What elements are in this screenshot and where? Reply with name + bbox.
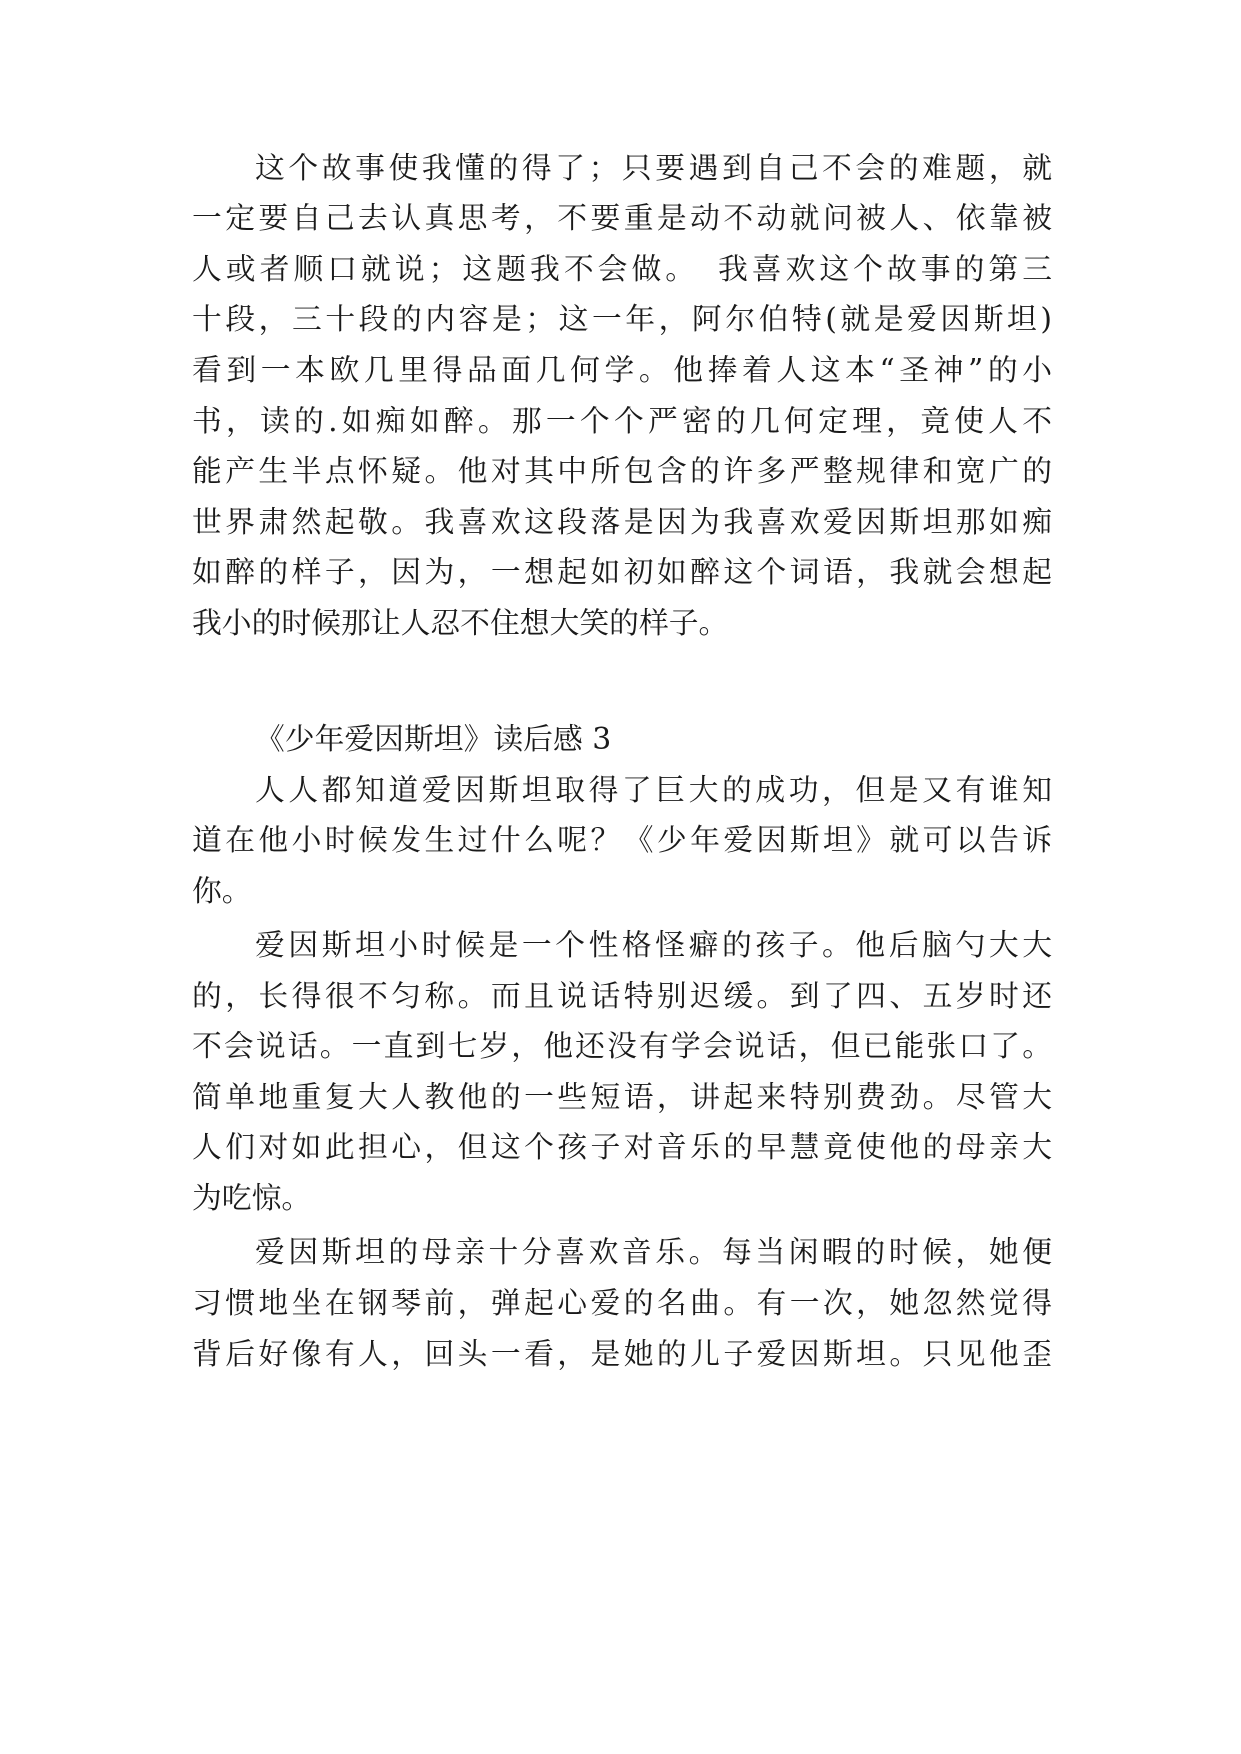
paragraph-line: 简单地重复大人教他的一些短语，讲起来特别费劲。尽管大 <box>192 1080 1052 1115</box>
paragraph-line: 如醉的样子，因为，一想起如初如醉这个词语，我就会想起 <box>192 555 1052 590</box>
paragraph-line: 世界肃然起敬。我喜欢这段落是因为我喜欢爱因斯坦那如痴 <box>192 505 1052 540</box>
paragraph-line: 十段，三十段的内容是；这一年，阿尔伯特(就是爱因斯坦) <box>192 302 1052 337</box>
paragraph-line: 道在他小时候发生过什么呢？《少年爱因斯坦》就可以告诉 <box>192 823 1052 858</box>
paragraph-line: 我小的时候那让人忍不住想大笑的样子。 <box>192 606 729 641</box>
paragraph-line: 为吃惊。 <box>192 1181 312 1216</box>
paragraph-line: 看到一本欧几里得品面几何学。他捧着人这本“圣神”的小 <box>192 353 1052 388</box>
paragraph-line: 能产生半点怀疑。他对其中所包含的许多严整规律和宽广的 <box>192 454 1052 489</box>
paragraph-line: 书，读的.如痴如醉。那一个个严密的几何定理，竟使人不 <box>192 404 1052 439</box>
paragraph-line: 人人都知道爱因斯坦取得了巨大的成功，但是又有谁知 <box>255 773 1052 808</box>
section-heading: 《少年爱因斯坦》读后感 3 <box>255 722 612 757</box>
paragraph-line: 这个故事使我懂的得了；只要遇到自己不会的难题，就 <box>255 151 1052 186</box>
paragraph-line: 背后好像有人，回头一看，是她的儿子爱因斯坦。只见他歪 <box>192 1337 1052 1372</box>
paragraph-line: 爱因斯坦小时候是一个性格怪癖的孩子。他后脑勺大大 <box>255 928 1052 963</box>
paragraph-line: 你。 <box>192 874 252 909</box>
paragraph-line: 爱因斯坦的母亲十分喜欢音乐。每当闲暇的时候，她便 <box>255 1235 1052 1270</box>
paragraph-line: 习惯地坐在钢琴前，弹起心爱的名曲。有一次，她忽然觉得 <box>192 1286 1052 1321</box>
paragraph-line: 的，长得很不匀称。而且说话特别迟缓。到了四、五岁时还 <box>192 979 1052 1014</box>
paragraph-line: 人们对如此担心，但这个孩子对音乐的早慧竟使他的母亲大 <box>192 1130 1052 1165</box>
paragraph-line: 不会说话。一直到七岁，他还没有学会说话，但已能张口了。 <box>192 1029 1052 1064</box>
paragraph-line: 一定要自己去认真思考，不要重是动不动就问被人、依靠被 <box>192 201 1052 236</box>
paragraph-line: 人或者顺口就说；这题我不会做。 我喜欢这个故事的第三 <box>192 252 1052 287</box>
